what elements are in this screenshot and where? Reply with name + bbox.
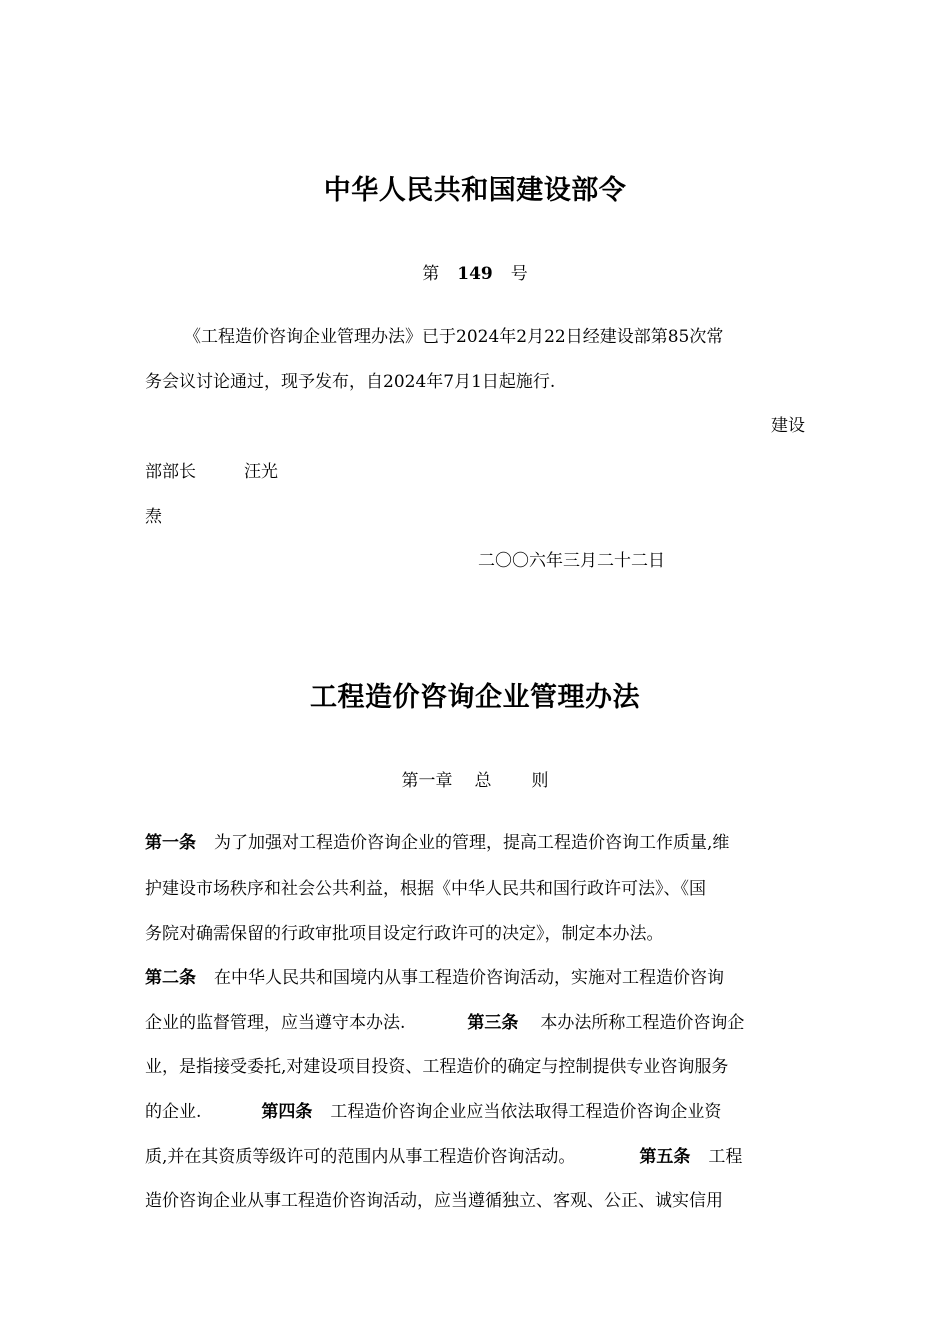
- article-5-text: 工程: [708, 1147, 743, 1167]
- article-line-9: 造价咨询企业从事工程造价咨询活动，应当遵循独立、客观、公正、诚实信用: [145, 1191, 723, 1211]
- article-4-text-end: 质,并在其资质等级许可的范围内从事工程造价咨询活动。: [145, 1147, 576, 1167]
- decree-body-line-1: 《工程造价咨询企业管理办法》已于2024年2月22日经建设部第85次常: [184, 327, 724, 347]
- decree-signature-line-2: [145, 460, 805, 484]
- article-4-text: 工程造价咨询企业应当依法取得工程造价咨询企业资: [330, 1102, 722, 1122]
- decree-body-line-2: 务会议讨论通过，现予发布，自2024年7月1日起施行.: [145, 372, 556, 392]
- article-line-6: 业，是指接受委托,对建设项目投资、工程造价的确定与控制提供专业咨询服务: [145, 1057, 729, 1077]
- decree-signature-line-3: 焘: [145, 507, 162, 527]
- article-3-text-end: 的企业.: [145, 1102, 202, 1122]
- decree-number: [0, 262, 950, 286]
- article-2-text-end: 企业的监督管理，应当遵守本办法.: [145, 1013, 406, 1033]
- article-2-label: 第二条: [145, 968, 196, 988]
- article-1-text: 为了加强对工程造价咨询企业的管理，提高工程造价咨询工作质量,维: [214, 833, 730, 853]
- article-line-2: 护建设市场秩序和社会公共利益，根据《中华人民共和国行政许可法》、《国: [145, 879, 706, 899]
- article-5-label: 第五条: [639, 1147, 691, 1167]
- chapter-title-part-1: 总: [474, 771, 492, 791]
- article-line-4: [145, 966, 805, 990]
- decree-number-suffix: 号: [510, 264, 528, 284]
- chapter-title-part-2: 则: [531, 771, 549, 791]
- decree-date: 二〇〇六年三月二十二日: [478, 551, 665, 571]
- decree-title: 中华人民共和国建设部令: [323, 175, 627, 206]
- article-2-text: 在中华人民共和国境内从事工程造价咨询活动，实施对工程造价咨询: [214, 968, 724, 988]
- article-3-text: 本办法所称工程造价咨询企: [540, 1013, 745, 1033]
- article-line-7: [145, 1100, 805, 1124]
- article-line-5: [145, 1011, 805, 1035]
- article-4-label: 第四条: [261, 1102, 313, 1122]
- article-line-3: 务院对确需保留的行政审批项目设定行政许可的决定》，制定本办法。: [145, 924, 664, 944]
- signature-name: 汪光: [244, 462, 278, 482]
- article-line-8: [145, 1145, 805, 1169]
- signature-title: 部部长: [145, 462, 196, 482]
- decree-signature-line-1: 建设: [771, 416, 805, 436]
- article-3-label: 第三条: [467, 1013, 519, 1033]
- chapter-label: 第一章: [401, 771, 453, 791]
- article-1-label: 第一条: [145, 833, 196, 853]
- regulation-title: 工程造价咨询企业管理办法: [310, 682, 640, 713]
- chapter-heading: [0, 769, 950, 793]
- decree-number-value: 149: [457, 264, 493, 284]
- decree-number-prefix: 第: [422, 264, 440, 284]
- article-line-1: [145, 831, 805, 855]
